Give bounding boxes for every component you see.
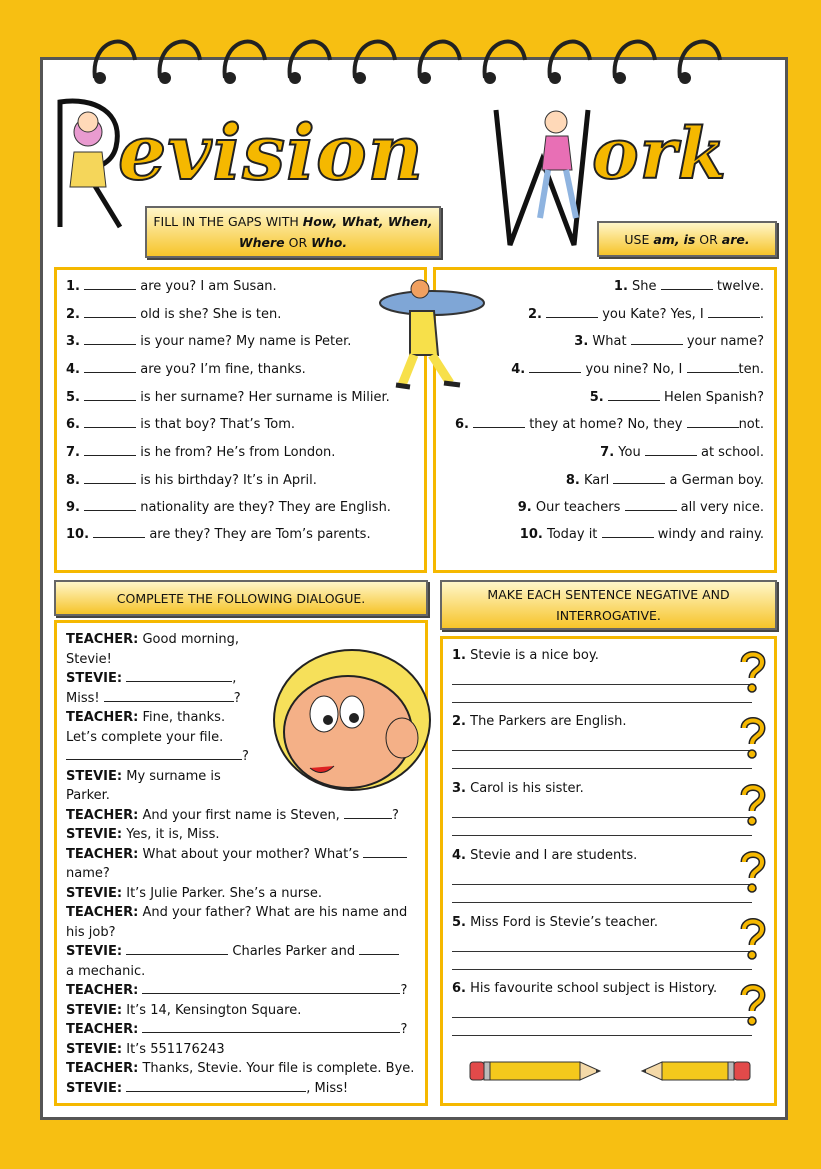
item-number: 8. xyxy=(565,473,580,488)
item-number: 10. xyxy=(519,527,543,542)
item-text: What xyxy=(592,334,627,349)
s2-item xyxy=(614,279,764,294)
s2-item xyxy=(600,445,764,460)
s1-item xyxy=(66,279,277,294)
item-number: 4. xyxy=(511,362,526,377)
answer-line[interactable] xyxy=(363,846,407,858)
item-text: ten. xyxy=(738,362,764,377)
item-number: 2. xyxy=(452,714,466,729)
item-number: 1. xyxy=(613,279,628,294)
item-text: are you? I am Susan. xyxy=(140,279,277,294)
s4-item xyxy=(452,981,717,996)
answer-line[interactable] xyxy=(359,943,399,955)
item-number: 7. xyxy=(600,445,615,460)
s2-item xyxy=(511,362,764,377)
s2-item xyxy=(455,417,764,432)
item-text: are you? I’m fine, thanks. xyxy=(140,362,306,377)
answer-line[interactable] xyxy=(452,884,752,885)
gap-blank[interactable] xyxy=(84,279,136,290)
answer-line[interactable] xyxy=(452,902,752,903)
item-number: 5. xyxy=(452,915,466,930)
item-text: is that boy? That’s Tom. xyxy=(140,417,296,432)
letter-w-graphic xyxy=(488,100,596,250)
s1-item xyxy=(66,527,371,542)
item-number: 4. xyxy=(452,848,466,863)
s2-item xyxy=(590,390,764,405)
answer-line[interactable] xyxy=(452,1017,752,1018)
s4-item xyxy=(452,915,658,930)
pencils-decoration xyxy=(466,1054,756,1088)
s1-item xyxy=(66,307,281,322)
item-text: are they? They are Tom’s parents. xyxy=(149,527,371,542)
item-text: at school. xyxy=(700,445,764,460)
s4-item xyxy=(452,848,637,863)
gap-blank[interactable] xyxy=(687,417,739,428)
s2-item xyxy=(528,307,764,322)
answer-line[interactable] xyxy=(126,670,232,682)
item-number: 9. xyxy=(517,500,532,515)
gap-blank[interactable] xyxy=(708,307,760,318)
item-text: . xyxy=(759,307,764,322)
answer-line[interactable] xyxy=(66,748,242,760)
gap-blank[interactable] xyxy=(84,362,136,373)
item-number: 1. xyxy=(66,279,80,294)
item-text: The Parkers are English. xyxy=(470,714,627,729)
answer-line[interactable] xyxy=(452,768,752,769)
answer-line[interactable] xyxy=(142,982,400,994)
s4-item xyxy=(452,781,584,796)
item-number: 4. xyxy=(66,362,80,377)
item-text: Miss Ford is Stevie’s teacher. xyxy=(470,915,659,930)
spiral-binding xyxy=(0,0,821,100)
gap-blank[interactable] xyxy=(546,307,598,318)
item-text: all very nice. xyxy=(680,500,764,515)
item-text: is your name? My name is Peter. xyxy=(140,334,352,349)
gap-blank[interactable] xyxy=(84,334,136,345)
s2-item xyxy=(574,334,764,349)
item-number: 5. xyxy=(66,390,80,405)
pencil-boy-illustration xyxy=(376,275,488,393)
item-number: 3. xyxy=(574,334,589,349)
s1-item xyxy=(66,417,295,432)
item-text: old is she? She is ten. xyxy=(140,307,282,322)
gap-blank[interactable] xyxy=(687,362,739,373)
item-text: you nine? No, I xyxy=(585,362,683,377)
item-text: Stevie is a nice boy. xyxy=(470,648,599,663)
title-revision: evision xyxy=(118,108,424,197)
answer-line[interactable] xyxy=(452,817,752,818)
letter-r-graphic xyxy=(54,92,126,232)
answer-line[interactable] xyxy=(104,690,234,702)
answer-line[interactable] xyxy=(126,1080,306,1092)
item-text: Our teachers xyxy=(535,500,621,515)
item-text: Stevie and I are students. xyxy=(470,848,638,863)
item-text: you Kate? Yes, I xyxy=(602,307,704,322)
question-mark-icon xyxy=(738,850,766,894)
s2-item xyxy=(566,473,764,488)
item-number: 3. xyxy=(66,334,80,349)
item-text: is her surname? Her surname is Milier. xyxy=(140,390,390,405)
question-mark-icon xyxy=(738,783,766,827)
item-number: 8. xyxy=(66,473,80,488)
item-text: a German boy. xyxy=(669,473,764,488)
answer-line[interactable] xyxy=(452,1035,752,1036)
gap-blank[interactable] xyxy=(84,473,136,484)
section4-instruction: MAKE EACH SENTENCE NEGATIVE AND INTERROGATIVE. xyxy=(440,580,777,630)
gap-blank[interactable] xyxy=(84,307,136,318)
item-number: 1. xyxy=(452,648,466,663)
gap-blank[interactable] xyxy=(631,334,683,345)
s1-item xyxy=(66,473,317,488)
s2-item xyxy=(518,500,764,515)
item-text: You xyxy=(618,445,641,460)
gap-blank[interactable] xyxy=(84,417,136,428)
item-text: Karl xyxy=(584,473,610,488)
answer-line[interactable] xyxy=(452,750,752,751)
answer-line[interactable] xyxy=(126,943,228,955)
s1-item xyxy=(66,362,306,377)
section1-instruction: FILL IN THE GAPS WITH How, What, When, Where OR Who. xyxy=(145,206,441,258)
answer-line[interactable] xyxy=(344,807,392,819)
gap-blank[interactable] xyxy=(661,279,713,290)
s4-item xyxy=(452,714,627,729)
item-number: 3. xyxy=(452,781,466,796)
item-text: they at home? No, they xyxy=(529,417,683,432)
s1-item xyxy=(66,334,351,349)
dialogue: TEACHER: Good morning, Stevie! STEVIE: , Miss! ? TEACHER: Fine, thanks. Let’s complete your file. ? STEVIE: My surname is Parker. TEACHER: And your first name is Steven, ? STEVIE: Yes, it is, Miss. TEACHER: What about your mother? What’s name? STEVIE: It’s Julie Parker. She’s a nurse. TEACHER: And your father? What are his name and his job? STEVIE: Charles Parker and a mechanic. TEACHER: ? STEVIE: It’s 14, Kensington Square. TEACHER: ? STEVIE: It’s 551176243 TEACHER: Thanks, Stevie. Your file is complete. Bye. STEVIE: , Miss! xyxy=(66,632,415,1096)
answer-line[interactable] xyxy=(452,835,752,836)
answer-line[interactable] xyxy=(452,969,752,970)
section3-instruction: COMPLETE THE FOLLOWING DIALOGUE. xyxy=(54,580,428,616)
item-number: 6. xyxy=(66,417,80,432)
s2-item xyxy=(520,527,764,542)
item-number: 9. xyxy=(66,500,80,515)
item-text: Carol is his sister. xyxy=(470,781,584,796)
s1-item xyxy=(66,500,391,515)
answer-line[interactable] xyxy=(142,1021,400,1033)
item-text: She xyxy=(632,279,657,294)
item-text: twelve. xyxy=(716,279,764,294)
gap-blank[interactable] xyxy=(529,362,581,373)
s1-item xyxy=(66,445,335,460)
s4-item xyxy=(452,648,599,663)
gap-blank[interactable] xyxy=(625,500,677,511)
question-mark-icon xyxy=(738,716,766,760)
answer-line[interactable] xyxy=(452,702,752,703)
item-number: 2. xyxy=(527,307,542,322)
item-text: is his birthday? It’s in April. xyxy=(140,473,317,488)
question-mark-icon xyxy=(738,983,766,1027)
item-text: windy and rainy. xyxy=(657,527,764,542)
item-text: His favourite school subject is History. xyxy=(470,981,718,996)
item-text: Helen Spanish? xyxy=(664,390,764,405)
gap-blank[interactable] xyxy=(84,445,136,456)
item-text: not. xyxy=(738,417,764,432)
question-mark-icon xyxy=(738,917,766,961)
gap-blank[interactable] xyxy=(93,527,145,538)
item-text: Today it xyxy=(546,527,598,542)
gap-blank[interactable] xyxy=(608,390,660,401)
item-text: your name? xyxy=(686,334,764,349)
item-number: 6. xyxy=(454,417,469,432)
item-text: is he from? He’s from London. xyxy=(140,445,336,460)
item-text: nationality are they? They are English. xyxy=(140,500,391,515)
item-number: 5. xyxy=(589,390,604,405)
item-number: 6. xyxy=(452,981,466,996)
item-number: 7. xyxy=(66,445,80,460)
answer-line[interactable] xyxy=(452,684,752,685)
gap-blank[interactable] xyxy=(602,527,654,538)
s1-item xyxy=(66,390,390,405)
gap-blank[interactable] xyxy=(84,500,136,511)
section2-instruction: USE am, is OR are. xyxy=(597,221,777,257)
title-work: ork xyxy=(592,112,728,195)
gap-blank[interactable] xyxy=(613,473,665,484)
question-mark-icon xyxy=(738,650,766,694)
gap-blank[interactable] xyxy=(645,445,697,456)
item-number: 10. xyxy=(66,527,90,542)
item-number: 2. xyxy=(66,307,80,322)
gap-blank[interactable] xyxy=(84,390,136,401)
answer-line[interactable] xyxy=(452,951,752,952)
gap-blank[interactable] xyxy=(473,417,525,428)
